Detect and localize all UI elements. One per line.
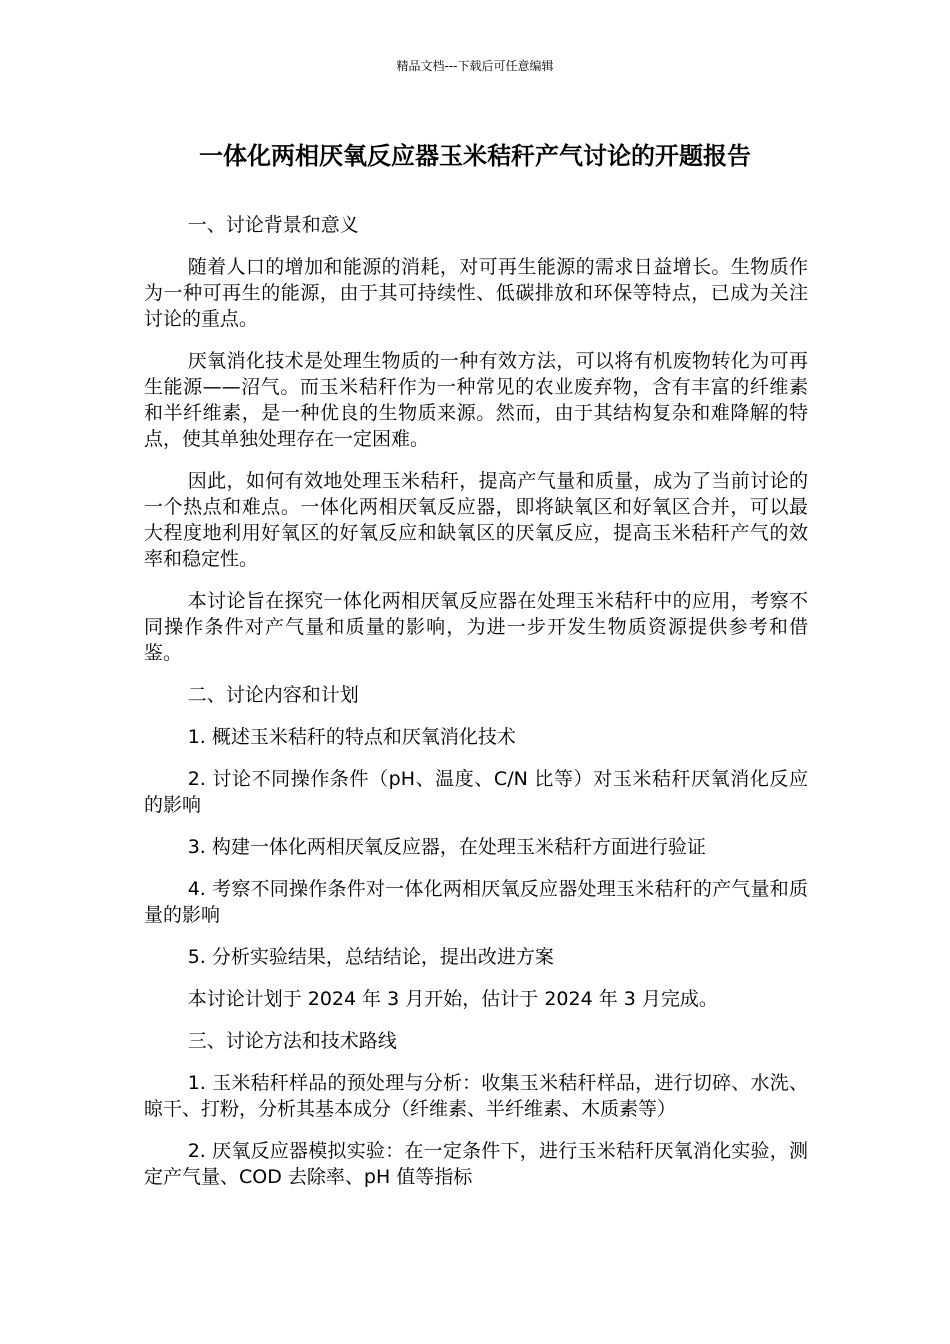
- list-item: 3. 构建一体化两相厌氧反应器，在处理玉米秸秆方面进行验证: [187, 836, 706, 858]
- list-item: 4. 考察不同操作条件对一体化两相厌氧反应器处理玉米秸秆的产气量和质量的影响: [144, 878, 808, 926]
- paragraph: 因此，如何有效地处理玉米秸秆，提高产气量和质量，成为了当前讨论的一个热点和难点。一体化两相厌氧反应器，即将缺氧区和好氧区合并，可以最大程度地利用好氧区的好氧反应和缺氧区的厌氧反应，提高玉米秸秆产气的效率和稳定性。: [144, 470, 808, 570]
- list-item: 5. 分析实验结果，总结结论，提出改进方案: [187, 946, 554, 968]
- list-item: 1. 玉米秸秆样品的预处理与分析：收集玉米秸秆样品，进行切碎、水洗、晾干、打粉，分析其基本成分（纤维素、半纤维素、木质素等）: [144, 1072, 808, 1120]
- section-heading-methods: 三、讨论方法和技术路线: [187, 1030, 397, 1052]
- section-heading-background: 一、讨论背景和意义: [187, 214, 359, 236]
- document-body: [144, 212, 808, 1206]
- list-item: 2. 讨论不同操作条件（pH、温度、C/N 比等）对玉米秸秆厌氧消化反应的影响: [144, 768, 808, 816]
- section-heading-content-plan: 二、讨论内容和计划: [187, 684, 359, 706]
- paragraph: 本讨论旨在探究一体化两相厌氧反应器在处理玉米秸秆中的应用，考察不同操作条件对产气量和质量的影响，为进一步开发生物质资源提供参考和借鉴。: [144, 590, 808, 664]
- paragraph: 厌氧消化技术是处理生物质的一种有效方法，可以将有机废物转化为可再生能源——沼气。而玉米秸秆作为一种常见的农业废弃物，含有丰富的纤维素和半纤维素，是一种优良的生物质来源。然而，由于其结构复杂和难降解的特点，使其单独处理存在一定困难。: [144, 350, 808, 450]
- paragraph: 随着人口的增加和能源的消耗，对可再生能源的需求日益增长。生物质作为一种可再生的能源，由于其可持续性、低碳排放和环保等特点，已成为关注讨论的重点。: [144, 256, 808, 330]
- list-item: 2. 厌氧反应器模拟实验：在一定条件下，进行玉米秸秆厌氧消化实验，测定产气量、COD 去除率、pH 值等指标: [144, 1140, 808, 1188]
- paragraph: 本讨论计划于 2024 年 3 月开始，估计于 2024 年 3 月完成。: [187, 988, 718, 1010]
- document-title: 一体化两相厌氧反应器玉米秸秆产气讨论的开题报告: [199, 142, 751, 170]
- page-header: 精品文档---下载后可任意编辑: [396, 59, 554, 73]
- list-item: 1. 概述玉米秸秆的特点和厌氧消化技术: [187, 726, 516, 748]
